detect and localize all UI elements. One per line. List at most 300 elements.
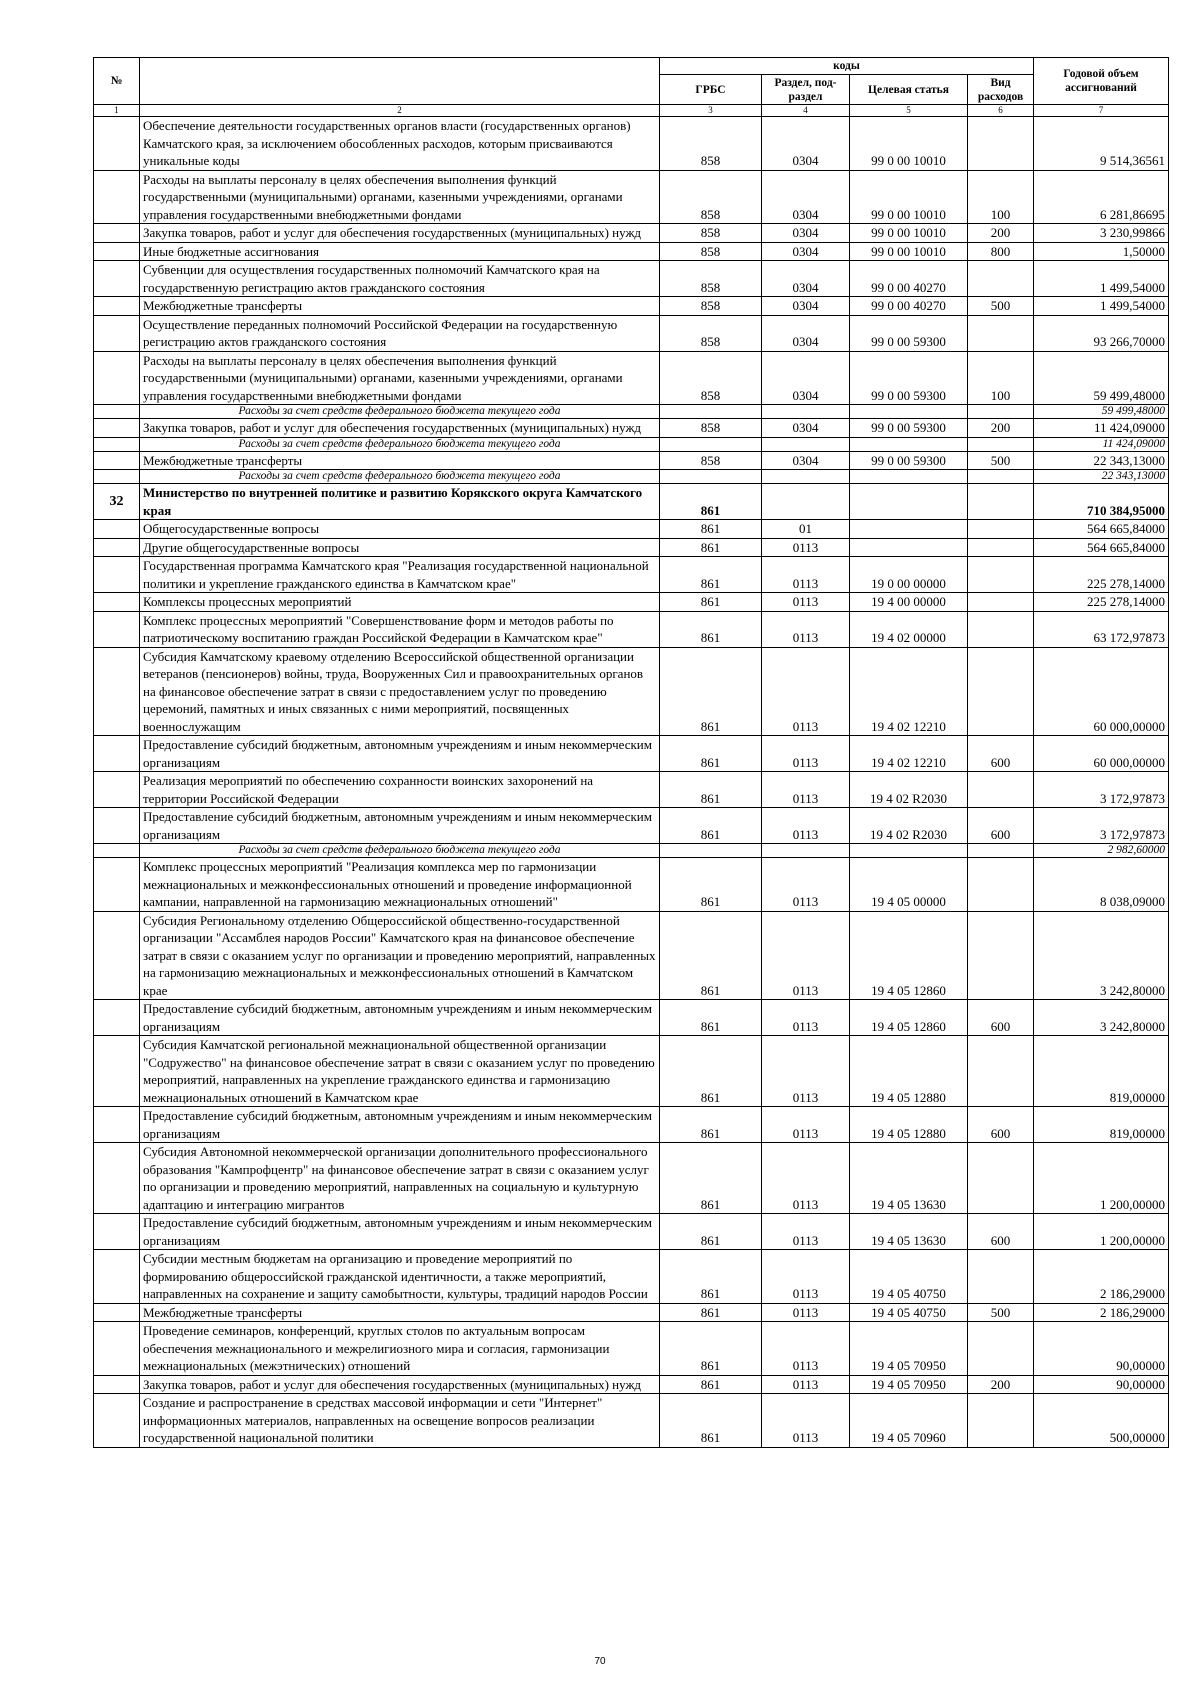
row-amount: 819,00000 [1034, 1107, 1169, 1143]
row-target: 99 0 00 40270 [850, 297, 968, 316]
row-target: 99 0 00 10010 [850, 224, 968, 243]
row-number [94, 242, 140, 261]
row-name: Комплексы процессных мероприятий [140, 593, 660, 612]
row-number [94, 297, 140, 316]
row-name: Субсидия Камчатской региональной межнациональной общественной организации "Содружество" на финансовое обеспечение затрат в связи с оказанием услуг по проведению мероприятий, направленных на укрепление гражданского единства и гармонизацию межнациональных отношений в Камчатском крае [140, 1036, 660, 1107]
row-name: Общегосударственные вопросы [140, 520, 660, 539]
row-name: Расходы за счет средств федерального бюджета текущего года [140, 470, 660, 484]
row-exp-type [968, 1394, 1034, 1448]
column-index: 6 [968, 105, 1034, 117]
row-grbs: 858 [660, 419, 762, 438]
row-amount: 90,00000 [1034, 1375, 1169, 1394]
row-grbs: 861 [660, 1375, 762, 1394]
row-target: 99 0 00 40270 [850, 261, 968, 297]
row-amount: 90,00000 [1034, 1322, 1169, 1376]
row-section: 0304 [762, 117, 850, 171]
table-row [94, 261, 1169, 297]
row-section: 0304 [762, 170, 850, 224]
row-section: 0113 [762, 1214, 850, 1250]
row-section: 0113 [762, 1107, 850, 1143]
row-grbs: 858 [660, 451, 762, 470]
row-number [94, 538, 140, 557]
row-name: Государственная программа Камчатского края "Реализация государственной национальной политики и укрепление гражданского единства в Камчатском крае" [140, 557, 660, 593]
row-amount: 225 278,14000 [1034, 557, 1169, 593]
row-target: 19 4 05 13630 [850, 1214, 968, 1250]
row-amount: 11 424,09000 [1034, 419, 1169, 438]
row-number [94, 1214, 140, 1250]
row-name: Создание и распространение в средствах массовой информации и сети "Интернет" информационных материалов, направленных на освещение вопросов реализации государственной национальной политики [140, 1394, 660, 1448]
row-amount: 1 200,00000 [1034, 1214, 1169, 1250]
row-name: Закупка товаров, работ и услуг для обеспечения государственных (муниципальных) нужд [140, 1375, 660, 1394]
row-grbs: 858 [660, 351, 762, 405]
row-exp-type: 500 [968, 451, 1034, 470]
row-number [94, 470, 140, 484]
row-number [94, 1250, 140, 1304]
row-exp-type [968, 557, 1034, 593]
table-row [94, 1322, 1169, 1376]
row-exp-type [968, 405, 1034, 419]
row-name: Субсидии местным бюджетам на организацию и проведение мероприятий по формированию общероссийской гражданской идентичности, а также мероприятий, направленных на сохранение и защиту самобытности, культуры, традиций народов России [140, 1250, 660, 1304]
row-exp-type [968, 470, 1034, 484]
row-exp-type [968, 1250, 1034, 1304]
column-index: 5 [850, 105, 968, 117]
row-number [94, 858, 140, 912]
table-row [94, 557, 1169, 593]
row-number [94, 647, 140, 736]
column-index: 4 [762, 105, 850, 117]
row-grbs: 861 [660, 520, 762, 539]
row-grbs: 858 [660, 170, 762, 224]
row-exp-type: 500 [968, 297, 1034, 316]
row-amount: 22 343,13000 [1034, 470, 1169, 484]
table-row [94, 170, 1169, 224]
row-target: 99 0 00 59300 [850, 315, 968, 351]
header-codes: коды [660, 58, 1034, 75]
row-section: 0113 [762, 1394, 850, 1448]
row-exp-type [968, 117, 1034, 171]
row-exp-type [968, 1143, 1034, 1214]
row-grbs: 858 [660, 315, 762, 351]
row-number [94, 1322, 140, 1376]
table-body [94, 117, 1169, 1448]
row-target: 19 4 05 12880 [850, 1107, 968, 1143]
row-target [850, 437, 968, 451]
row-section: 01 [762, 520, 850, 539]
row-grbs: 861 [660, 593, 762, 612]
row-exp-type [968, 261, 1034, 297]
row-target: 19 4 02 12210 [850, 736, 968, 772]
row-amount: 9 514,36561 [1034, 117, 1169, 171]
row-name: Субсидия Региональному отделению Общероссийской общественно-государственной организации "Ассамблея народов России" Камчатского края на финансовое обеспечение затрат в связи с оказанием услуг по организации и проведению мероприятий, направленных на гармонизацию межнациональных и межконфессиональных отношений в Камчатском крае [140, 911, 660, 1000]
table-row [94, 484, 1169, 520]
row-exp-type [968, 772, 1034, 808]
row-section: 0304 [762, 297, 850, 316]
row-name: Межбюджетные трансферты [140, 451, 660, 470]
row-number [94, 351, 140, 405]
row-amount: 60 000,00000 [1034, 736, 1169, 772]
row-number [94, 844, 140, 858]
row-amount: 11 424,09000 [1034, 437, 1169, 451]
row-number [94, 1143, 140, 1214]
table-row [94, 1375, 1169, 1394]
row-section: 0304 [762, 261, 850, 297]
row-grbs: 861 [660, 557, 762, 593]
table-row [94, 1250, 1169, 1304]
table-row [94, 593, 1169, 612]
row-target: 19 4 05 40750 [850, 1250, 968, 1304]
row-exp-type [968, 858, 1034, 912]
row-amount: 6 281,86695 [1034, 170, 1169, 224]
row-grbs: 861 [660, 1250, 762, 1304]
table-row [94, 911, 1169, 1000]
row-number: 32 [94, 484, 140, 520]
row-number [94, 772, 140, 808]
row-exp-type [968, 911, 1034, 1000]
table-row [94, 297, 1169, 316]
header-grbs: ГРБС [660, 75, 762, 105]
row-amount: 8 038,09000 [1034, 858, 1169, 912]
row-target: 19 4 05 70950 [850, 1375, 968, 1394]
row-target: 99 0 00 59300 [850, 351, 968, 405]
row-section [762, 437, 850, 451]
row-amount: 3 172,97873 [1034, 808, 1169, 844]
row-number [94, 315, 140, 351]
row-number [94, 419, 140, 438]
table-row [94, 1107, 1169, 1143]
row-name: Субвенции для осуществления государственных полномочий Камчатского края на государственную регистрацию актов гражданского состояния [140, 261, 660, 297]
row-exp-type: 600 [968, 1107, 1034, 1143]
row-number [94, 261, 140, 297]
row-section: 0304 [762, 419, 850, 438]
row-grbs: 861 [660, 858, 762, 912]
row-target: 19 4 05 70950 [850, 1322, 968, 1376]
row-section: 0113 [762, 911, 850, 1000]
row-amount: 93 266,70000 [1034, 315, 1169, 351]
row-name: Межбюджетные трансферты [140, 1303, 660, 1322]
row-number [94, 520, 140, 539]
table-row [94, 1143, 1169, 1214]
row-target: 19 4 05 12860 [850, 1000, 968, 1036]
table-row [94, 520, 1169, 539]
row-amount: 1 499,54000 [1034, 261, 1169, 297]
row-number [94, 437, 140, 451]
header-amount: Годовой объем ассигнований [1034, 58, 1169, 105]
table-row [94, 736, 1169, 772]
row-target [850, 405, 968, 419]
row-amount: 2 982,60000 [1034, 844, 1169, 858]
row-exp-type: 800 [968, 242, 1034, 261]
row-amount: 2 186,29000 [1034, 1303, 1169, 1322]
table-row [94, 117, 1169, 171]
row-name: Расходы на выплаты персоналу в целях обеспечения выполнения функций государственными (муниципальными) органами, казенными учреждениями, органами управления государственными внебюджетными фондами [140, 351, 660, 405]
row-target: 19 0 00 00000 [850, 557, 968, 593]
row-amount: 1 200,00000 [1034, 1143, 1169, 1214]
row-number [94, 911, 140, 1000]
row-grbs: 861 [660, 808, 762, 844]
row-exp-type [968, 1322, 1034, 1376]
column-index: 7 [1034, 105, 1169, 117]
column-index-row [94, 105, 1169, 117]
row-amount: 63 172,97873 [1034, 611, 1169, 647]
row-amount: 2 186,29000 [1034, 1250, 1169, 1304]
table-row [94, 451, 1169, 470]
row-grbs: 861 [660, 484, 762, 520]
row-grbs: 861 [660, 1143, 762, 1214]
row-exp-type: 200 [968, 419, 1034, 438]
row-number [94, 1375, 140, 1394]
row-number [94, 1036, 140, 1107]
row-exp-type [968, 315, 1034, 351]
table-row [94, 437, 1169, 451]
row-grbs: 861 [660, 772, 762, 808]
row-target: 19 4 05 13630 [850, 1143, 968, 1214]
row-name: Иные бюджетные ассигнования [140, 242, 660, 261]
row-number [94, 1394, 140, 1448]
row-amount: 819,00000 [1034, 1036, 1169, 1107]
row-target: 19 4 00 00000 [850, 593, 968, 612]
row-grbs: 861 [660, 538, 762, 557]
row-name: Предоставление субсидий бюджетным, автономным учреждениям и иным некоммерческим организациям [140, 1107, 660, 1143]
row-exp-type: 200 [968, 1375, 1034, 1394]
row-number [94, 808, 140, 844]
row-exp-type [968, 484, 1034, 520]
row-section [762, 844, 850, 858]
row-number [94, 170, 140, 224]
row-name: Закупка товаров, работ и услуг для обеспечения государственных (муниципальных) нужд [140, 224, 660, 243]
row-target: 99 0 00 10010 [850, 117, 968, 171]
row-name: Закупка товаров, работ и услуг для обеспечения государственных (муниципальных) нужд [140, 419, 660, 438]
row-grbs: 861 [660, 911, 762, 1000]
row-target [850, 538, 968, 557]
row-section: 0304 [762, 315, 850, 351]
row-amount: 3 242,80000 [1034, 1000, 1169, 1036]
row-name: Расходы за счет средств федерального бюджета текущего года [140, 437, 660, 451]
row-grbs [660, 405, 762, 419]
row-exp-type [968, 647, 1034, 736]
table-row [94, 224, 1169, 243]
row-target: 19 4 05 00000 [850, 858, 968, 912]
row-target: 99 0 00 59300 [850, 419, 968, 438]
row-amount: 710 384,95000 [1034, 484, 1169, 520]
row-name: Межбюджетные трансферты [140, 297, 660, 316]
row-target: 19 4 05 40750 [850, 1303, 968, 1322]
row-section: 0304 [762, 351, 850, 405]
header-number: № [94, 58, 140, 105]
row-grbs [660, 437, 762, 451]
row-amount: 1 499,54000 [1034, 297, 1169, 316]
row-name: Предоставление субсидий бюджетным, автономным учреждениям и иным некоммерческим организациям [140, 808, 660, 844]
row-target: 19 4 02 12210 [850, 647, 968, 736]
row-section: 0113 [762, 593, 850, 612]
row-exp-type: 600 [968, 808, 1034, 844]
row-target [850, 484, 968, 520]
row-target: 19 4 05 12860 [850, 911, 968, 1000]
table-row [94, 1000, 1169, 1036]
row-name: Обеспечение деятельности государственных органов власти (государственных органов) Камчатского края, за исключением обособленных расходов, которым присваиваются уникальные коды [140, 117, 660, 171]
row-exp-type [968, 593, 1034, 612]
row-exp-type [968, 844, 1034, 858]
row-amount: 60 000,00000 [1034, 647, 1169, 736]
column-index: 3 [660, 105, 762, 117]
row-section: 0113 [762, 1322, 850, 1376]
header-name [140, 58, 660, 105]
row-exp-type [968, 1036, 1034, 1107]
row-name: Предоставление субсидий бюджетным, автономным учреждениям и иным некоммерческим организациям [140, 1214, 660, 1250]
row-amount: 59 499,48000 [1034, 351, 1169, 405]
row-section: 0304 [762, 224, 850, 243]
row-section: 0113 [762, 647, 850, 736]
row-number [94, 1303, 140, 1322]
row-exp-type: 500 [968, 1303, 1034, 1322]
row-exp-type [968, 437, 1034, 451]
row-exp-type: 600 [968, 1000, 1034, 1036]
row-number [94, 1107, 140, 1143]
row-grbs: 861 [660, 647, 762, 736]
row-section: 0113 [762, 858, 850, 912]
row-name: Реализация мероприятий по обеспечению сохранности воинских захоронений на территории Российской Федерации [140, 772, 660, 808]
row-target: 99 0 00 10010 [850, 242, 968, 261]
row-section: 0113 [762, 1143, 850, 1214]
row-section: 0113 [762, 1000, 850, 1036]
row-grbs: 861 [660, 1322, 762, 1376]
table-row [94, 1394, 1169, 1448]
row-section: 0304 [762, 242, 850, 261]
table-row [94, 858, 1169, 912]
table-row [94, 351, 1169, 405]
page-number: 70 [594, 1656, 606, 1667]
row-exp-type: 100 [968, 351, 1034, 405]
table-row [94, 470, 1169, 484]
row-grbs: 861 [660, 736, 762, 772]
row-grbs: 858 [660, 242, 762, 261]
row-target: 19 4 05 70960 [850, 1394, 968, 1448]
row-number [94, 593, 140, 612]
row-section: 0113 [762, 736, 850, 772]
table-row [94, 611, 1169, 647]
row-target: 19 4 05 12880 [850, 1036, 968, 1107]
table-row [94, 419, 1169, 438]
row-number [94, 117, 140, 171]
row-grbs: 858 [660, 261, 762, 297]
column-index: 2 [140, 105, 660, 117]
row-exp-type [968, 538, 1034, 557]
row-exp-type: 200 [968, 224, 1034, 243]
row-number [94, 611, 140, 647]
row-exp-type: 100 [968, 170, 1034, 224]
row-exp-type: 600 [968, 1214, 1034, 1250]
table-row [94, 315, 1169, 351]
row-grbs: 858 [660, 117, 762, 171]
row-grbs: 861 [660, 1107, 762, 1143]
row-target: 99 0 00 59300 [850, 451, 968, 470]
row-target [850, 844, 968, 858]
table-row [94, 808, 1169, 844]
row-amount: 1,50000 [1034, 242, 1169, 261]
header-target: Целевая статья [850, 75, 968, 105]
row-grbs: 861 [660, 1303, 762, 1322]
row-name: Предоставление субсидий бюджетным, автономным учреждениям и иным некоммерческим организациям [140, 736, 660, 772]
row-grbs [660, 470, 762, 484]
table-row [94, 1214, 1169, 1250]
row-grbs: 861 [660, 1214, 762, 1250]
row-name: Субсидия Камчатскому краевому отделению Всероссийской общественной организации ветеранов (пенсионеров) войны, труда, Вооруженных Сил и правоохранительных органов на финансовое обеспечение затрат в связи с предоставлением услуг по проведению церемоний, памятных и иных связанных с ними мероприятий, посвященных военнослужащим [140, 647, 660, 736]
table-row [94, 1036, 1169, 1107]
row-section: 0113 [762, 538, 850, 557]
table-row [94, 647, 1169, 736]
row-amount: 22 343,13000 [1034, 451, 1169, 470]
row-grbs: 861 [660, 1000, 762, 1036]
row-name: Комплекс процессных мероприятий "Реализация комплекса мер по гармонизации межнациональных и межконфессиональных отношений и проведение информационной кампании, направленной на гармонизацию межнациональных отношений" [140, 858, 660, 912]
table-row [94, 242, 1169, 261]
row-target: 19 4 02 00000 [850, 611, 968, 647]
row-name: Расходы на выплаты персоналу в целях обеспечения выполнения функций государственными (муниципальными) органами, казенными учреждениями, органами управления государственными внебюджетными фондами [140, 170, 660, 224]
table-row [94, 772, 1169, 808]
row-name: Другие общегосударственные вопросы [140, 538, 660, 557]
header-exp-type: Вид расходов [968, 75, 1034, 105]
row-number [94, 451, 140, 470]
row-grbs: 861 [660, 611, 762, 647]
row-name: Комплекс процессных мероприятий "Совершенствование форм и методов работы по патриотическому воспитанию граждан Российской Федерации в Камчатском крае" [140, 611, 660, 647]
row-grbs: 858 [660, 297, 762, 316]
row-name: Предоставление субсидий бюджетным, автономным учреждениям и иным некоммерческим организациям [140, 1000, 660, 1036]
table-row [94, 538, 1169, 557]
row-section [762, 484, 850, 520]
table-row [94, 844, 1169, 858]
row-number [94, 736, 140, 772]
row-section [762, 405, 850, 419]
row-grbs: 861 [660, 1394, 762, 1448]
row-grbs: 858 [660, 224, 762, 243]
row-target [850, 520, 968, 539]
budget-table [93, 57, 1169, 1448]
row-number [94, 405, 140, 419]
row-number [94, 557, 140, 593]
row-amount: 564 665,84000 [1034, 520, 1169, 539]
row-amount: 500,00000 [1034, 1394, 1169, 1448]
row-exp-type: 600 [968, 736, 1034, 772]
row-name: Проведение семинаров, конференций, круглых столов по актуальным вопросам обеспечения межнационального и межрелигиозного мира и согласия, гармонизации межнациональных (межэтнических) отношений [140, 1322, 660, 1376]
row-number [94, 1000, 140, 1036]
row-target [850, 470, 968, 484]
row-section: 0113 [762, 611, 850, 647]
row-name: Министерство по внутренней политике и развитию Корякского округа Камчатского края [140, 484, 660, 520]
row-exp-type [968, 611, 1034, 647]
row-section: 0304 [762, 451, 850, 470]
row-name: Осуществление переданных полномочий Российской Федерации на государственную регистрацию актов гражданского состояния [140, 315, 660, 351]
row-number [94, 224, 140, 243]
header-section: Раздел, под-раздел [762, 75, 850, 105]
row-section: 0113 [762, 1375, 850, 1394]
row-section: 0113 [762, 1303, 850, 1322]
row-name: Расходы за счет средств федерального бюджета текущего года [140, 844, 660, 858]
row-section [762, 470, 850, 484]
row-grbs: 861 [660, 1036, 762, 1107]
row-target: 19 4 02 R2030 [850, 808, 968, 844]
row-name: Субсидия Автономной некоммерческой организации дополнительного профессионального образования "Кампрофцентр" на финансовое обеспечение затрат в связи с оказанием услуг по организации и проведению мероприятий, направленных на социальную и культурную адаптацию и интеграцию мигрантов [140, 1143, 660, 1214]
row-amount: 59 499,48000 [1034, 405, 1169, 419]
row-amount: 3 242,80000 [1034, 911, 1169, 1000]
table-row [94, 405, 1169, 419]
row-section: 0113 [762, 557, 850, 593]
row-amount: 3 172,97873 [1034, 772, 1169, 808]
column-index: 1 [94, 105, 140, 117]
row-section: 0113 [762, 772, 850, 808]
row-section: 0113 [762, 1250, 850, 1304]
row-section: 0113 [762, 1036, 850, 1107]
row-name: Расходы за счет средств федерального бюджета текущего года [140, 405, 660, 419]
table-row [94, 1303, 1169, 1322]
row-exp-type [968, 520, 1034, 539]
